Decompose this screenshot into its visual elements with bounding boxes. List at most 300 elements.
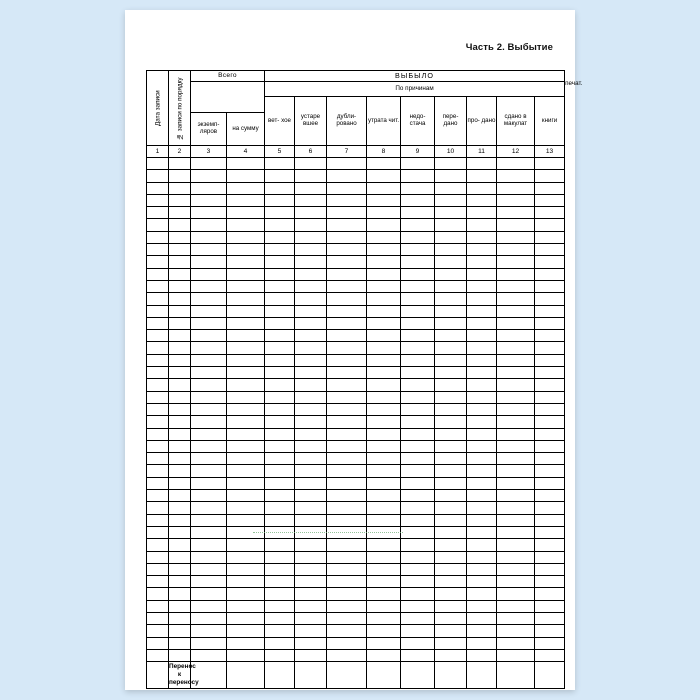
table-cell <box>147 526 169 538</box>
table-cell <box>191 612 227 624</box>
table-cell <box>265 403 295 415</box>
table-cell <box>497 244 535 256</box>
table-cell <box>401 317 435 329</box>
table-row <box>147 342 565 354</box>
table-cell <box>169 576 191 588</box>
table-cell <box>435 194 467 206</box>
table-row <box>147 465 565 477</box>
table-cell <box>169 391 191 403</box>
table-cell <box>327 244 367 256</box>
table-cell <box>535 231 565 243</box>
table-cell <box>535 330 565 342</box>
column-header-duplicated: дубли- ровано <box>327 97 367 146</box>
table-cell <box>147 514 169 526</box>
table-cell <box>295 256 327 268</box>
table-cell <box>367 416 401 428</box>
table-cell <box>227 379 265 391</box>
column-number-13: 13 <box>535 146 565 158</box>
table-cell <box>497 403 535 415</box>
table-cell <box>467 342 497 354</box>
column-header-amount: на сумму <box>227 113 265 146</box>
carry-cell-4 <box>227 662 265 689</box>
table-cell <box>327 403 367 415</box>
table-cell <box>327 588 367 600</box>
table-cell <box>227 576 265 588</box>
table-cell <box>169 207 191 219</box>
table-cell <box>227 354 265 366</box>
table-cell <box>295 280 327 292</box>
table-cell <box>265 367 295 379</box>
table-cell <box>147 194 169 206</box>
table-cell <box>435 453 467 465</box>
table-cell <box>435 170 467 182</box>
table-cell <box>467 416 497 428</box>
table-row <box>147 588 565 600</box>
table-cell <box>401 244 435 256</box>
table-cell <box>497 526 535 538</box>
table-cell <box>497 317 535 329</box>
table-cell <box>265 576 295 588</box>
table-cell <box>327 379 367 391</box>
table-cell <box>191 158 227 170</box>
table-cell <box>467 207 497 219</box>
table-cell <box>401 342 435 354</box>
table-cell <box>367 182 401 194</box>
table-cell <box>327 158 367 170</box>
table-cell <box>497 391 535 403</box>
table-cell <box>191 256 227 268</box>
table-cell <box>227 256 265 268</box>
table-cell <box>169 367 191 379</box>
group-header-reasons: По причинам <box>265 82 565 97</box>
table-cell <box>295 305 327 317</box>
table-cell <box>535 317 565 329</box>
table-cell <box>401 477 435 489</box>
table-cell <box>467 231 497 243</box>
table-cell <box>227 403 265 415</box>
table-cell <box>191 330 227 342</box>
table-cell <box>467 428 497 440</box>
table-cell <box>467 305 497 317</box>
table-cell <box>367 539 401 551</box>
table-cell <box>497 514 535 526</box>
table-cell <box>435 256 467 268</box>
table-row <box>147 244 565 256</box>
table-cell <box>401 588 435 600</box>
table-cell <box>227 268 265 280</box>
table-cell <box>497 649 535 661</box>
table-cell <box>227 612 265 624</box>
table-row <box>147 649 565 661</box>
table-row <box>147 416 565 428</box>
table-cell <box>147 490 169 502</box>
table-cell <box>467 367 497 379</box>
table-cell <box>467 600 497 612</box>
table-cell <box>535 490 565 502</box>
table-cell <box>497 490 535 502</box>
table-cell <box>147 563 169 575</box>
table-cell <box>367 342 401 354</box>
table-cell <box>435 391 467 403</box>
column-number-4: 4 <box>227 146 265 158</box>
table-cell <box>467 477 497 489</box>
table-cell <box>497 551 535 563</box>
table-cell <box>435 219 467 231</box>
table-cell <box>435 600 467 612</box>
table-cell <box>401 576 435 588</box>
table-cell <box>401 490 435 502</box>
table-cell <box>191 194 227 206</box>
table-cell <box>147 330 169 342</box>
table-cell <box>265 453 295 465</box>
table-cell <box>295 465 327 477</box>
table-cell <box>147 637 169 649</box>
table-cell <box>367 428 401 440</box>
table-cell <box>191 563 227 575</box>
table-cell <box>147 256 169 268</box>
table-cell <box>535 428 565 440</box>
table-cell <box>435 612 467 624</box>
table-cell <box>265 317 295 329</box>
table-cell <box>467 170 497 182</box>
table-cell <box>367 379 401 391</box>
table-cell <box>327 514 367 526</box>
table-cell <box>295 354 327 366</box>
table-cell <box>435 280 467 292</box>
table-cell <box>367 219 401 231</box>
table-cell <box>467 576 497 588</box>
table-cell <box>327 440 367 452</box>
table-cell <box>191 600 227 612</box>
table-row <box>147 256 565 268</box>
table-cell <box>227 490 265 502</box>
table-cell <box>401 158 435 170</box>
table-cell <box>401 182 435 194</box>
table-cell <box>435 477 467 489</box>
table-cell <box>367 477 401 489</box>
table-cell <box>497 280 535 292</box>
table-cell <box>467 563 497 575</box>
table-cell <box>535 170 565 182</box>
table-cell <box>435 379 467 391</box>
table-cell <box>169 317 191 329</box>
table-row <box>147 551 565 563</box>
table-cell <box>467 465 497 477</box>
table-cell <box>295 539 327 551</box>
table-cell <box>535 649 565 661</box>
table-cell <box>147 391 169 403</box>
table-cell <box>467 391 497 403</box>
table-cell <box>327 268 367 280</box>
table-cell <box>535 256 565 268</box>
table-cell <box>147 465 169 477</box>
table-cell <box>191 502 227 514</box>
table-cell <box>327 342 367 354</box>
table-cell <box>467 268 497 280</box>
table-cell <box>435 440 467 452</box>
table-cell <box>535 637 565 649</box>
table-cell <box>169 477 191 489</box>
table-cell <box>227 342 265 354</box>
table-cell <box>367 207 401 219</box>
table-cell <box>327 637 367 649</box>
table-cell <box>367 612 401 624</box>
table-cell <box>191 625 227 637</box>
column-header-shortage: недо- стача <box>401 97 435 146</box>
table-cell <box>327 576 367 588</box>
column-header-sold: про- дано <box>467 97 497 146</box>
table-cell <box>401 551 435 563</box>
table-cell <box>227 428 265 440</box>
table-row <box>147 490 565 502</box>
table-cell <box>327 539 367 551</box>
table-cell <box>401 612 435 624</box>
table-cell <box>467 219 497 231</box>
table-cell <box>227 440 265 452</box>
table-row <box>147 477 565 489</box>
table-cell <box>265 231 295 243</box>
table-cell <box>435 539 467 551</box>
table-cell <box>227 158 265 170</box>
table-cell <box>327 563 367 575</box>
table-cell <box>295 600 327 612</box>
table-cell <box>435 317 467 329</box>
table-cell <box>147 403 169 415</box>
table-row <box>147 231 565 243</box>
table-cell <box>497 637 535 649</box>
carry-cell-5 <box>265 662 295 689</box>
carry-cell-1 <box>147 662 169 689</box>
table-cell <box>367 563 401 575</box>
table-cell <box>401 502 435 514</box>
table-cell <box>401 403 435 415</box>
table-cell <box>295 268 327 280</box>
table-cell <box>147 600 169 612</box>
table-cell <box>401 600 435 612</box>
table-row <box>147 440 565 452</box>
table-cell <box>191 576 227 588</box>
column-header-record-number: № записи по порядку <box>169 71 191 146</box>
column-header-dilapidated: вет- хое <box>265 97 295 146</box>
table-cell <box>327 428 367 440</box>
table-cell <box>497 330 535 342</box>
table-cell <box>227 207 265 219</box>
table-cell <box>535 268 565 280</box>
table-cell <box>435 244 467 256</box>
ledger-table <box>146 70 583 689</box>
table-cell <box>191 416 227 428</box>
table-cell <box>435 490 467 502</box>
table-cell <box>169 416 191 428</box>
table-cell <box>169 514 191 526</box>
table-row <box>147 379 565 391</box>
table-cell <box>295 440 327 452</box>
table-cell <box>327 256 367 268</box>
table-cell <box>367 293 401 305</box>
table-cell <box>327 649 367 661</box>
table-cell <box>497 293 535 305</box>
table-cell <box>147 416 169 428</box>
table-row <box>147 268 565 280</box>
column-number-1: 1 <box>147 146 169 158</box>
table-cell <box>435 526 467 538</box>
table-cell <box>535 293 565 305</box>
table-cell <box>467 539 497 551</box>
table-cell <box>327 207 367 219</box>
table-cell <box>467 514 497 526</box>
table-cell <box>295 625 327 637</box>
table-cell <box>295 514 327 526</box>
table-cell <box>227 539 265 551</box>
table-cell <box>227 477 265 489</box>
table-cell <box>191 354 227 366</box>
table-cell <box>497 268 535 280</box>
table-cell <box>467 637 497 649</box>
table-cell <box>497 625 535 637</box>
table-cell <box>467 526 497 538</box>
table-cell <box>327 330 367 342</box>
column-number-3: 3 <box>191 146 227 158</box>
table-cell <box>535 465 565 477</box>
column-number-7: 7 <box>327 146 367 158</box>
table-cell <box>147 158 169 170</box>
table-cell <box>367 367 401 379</box>
table-cell <box>401 465 435 477</box>
table-cell <box>147 219 169 231</box>
table-cell <box>265 268 295 280</box>
table-cell <box>327 391 367 403</box>
table-cell <box>227 416 265 428</box>
table-cell <box>191 170 227 182</box>
table-cell <box>497 170 535 182</box>
table-cell <box>497 354 535 366</box>
table-cell <box>227 465 265 477</box>
table-cell <box>227 391 265 403</box>
carry-cell-12 <box>497 662 535 689</box>
table-cell <box>295 490 327 502</box>
table-cell <box>295 170 327 182</box>
table-cell <box>169 342 191 354</box>
column-header-copies: экземп- ляров <box>191 113 227 146</box>
table-cell <box>435 551 467 563</box>
table-cell <box>227 182 265 194</box>
table-row <box>147 625 565 637</box>
table-cell <box>265 391 295 403</box>
column-number-5: 5 <box>265 146 295 158</box>
table-row <box>147 563 565 575</box>
table-cell <box>435 231 467 243</box>
table-cell <box>169 465 191 477</box>
table-cell <box>435 514 467 526</box>
table-cell <box>191 379 227 391</box>
table-cell <box>535 453 565 465</box>
table-cell <box>295 293 327 305</box>
table-cell <box>265 490 295 502</box>
table-cell <box>265 256 295 268</box>
table-cell <box>169 231 191 243</box>
table-cell <box>401 280 435 292</box>
table-cell <box>147 649 169 661</box>
table-cell <box>327 477 367 489</box>
table-cell <box>535 403 565 415</box>
table-row <box>147 207 565 219</box>
column-number-6: 6 <box>295 146 327 158</box>
table-cell <box>265 194 295 206</box>
column-header-transferred: пере- дано <box>435 97 467 146</box>
table-cell <box>295 649 327 661</box>
table-cell <box>535 342 565 354</box>
table-cell <box>191 207 227 219</box>
header-subband-row <box>147 82 565 97</box>
table-cell <box>169 268 191 280</box>
table-cell <box>147 244 169 256</box>
table-cell <box>169 563 191 575</box>
table-cell <box>147 428 169 440</box>
guide-line <box>253 529 403 533</box>
table-cell <box>435 182 467 194</box>
group-header-disposed: ВЫБЫЛО <box>265 71 565 82</box>
table-cell <box>535 207 565 219</box>
table-cell <box>497 612 535 624</box>
table-row <box>147 367 565 379</box>
table-cell <box>401 305 435 317</box>
table-cell <box>467 502 497 514</box>
table-cell <box>497 502 535 514</box>
table-cell <box>191 317 227 329</box>
table-cell <box>169 490 191 502</box>
table-cell <box>467 293 497 305</box>
table-cell <box>367 625 401 637</box>
table-cell <box>191 490 227 502</box>
table-cell <box>467 158 497 170</box>
table-row <box>147 502 565 514</box>
table-cell <box>265 477 295 489</box>
table-cell <box>367 256 401 268</box>
table-cell <box>401 231 435 243</box>
table-cell <box>467 453 497 465</box>
table-cell <box>191 440 227 452</box>
table-cell <box>265 514 295 526</box>
table-cell <box>147 576 169 588</box>
column-header-books: книги <box>535 97 565 146</box>
table-cell <box>327 600 367 612</box>
carry-cell-13 <box>535 662 565 689</box>
table-cell <box>265 280 295 292</box>
table-cell <box>147 440 169 452</box>
ledger-table-area <box>146 70 583 689</box>
table-cell <box>467 182 497 194</box>
table-cell <box>191 403 227 415</box>
carry-forward-row <box>147 662 565 689</box>
table-cell <box>227 317 265 329</box>
table-cell <box>401 526 435 538</box>
table-cell <box>435 330 467 342</box>
table-cell <box>191 526 227 538</box>
table-cell <box>227 625 265 637</box>
table-cell <box>227 649 265 661</box>
column-header-date: Дата записи <box>147 71 169 146</box>
table-cell <box>435 367 467 379</box>
carry-cell-11 <box>467 662 497 689</box>
table-cell <box>147 268 169 280</box>
table-cell <box>435 428 467 440</box>
table-cell <box>169 244 191 256</box>
table-cell <box>327 490 367 502</box>
table-cell <box>535 391 565 403</box>
table-row <box>147 539 565 551</box>
table-cell <box>265 244 295 256</box>
table-row <box>147 293 565 305</box>
